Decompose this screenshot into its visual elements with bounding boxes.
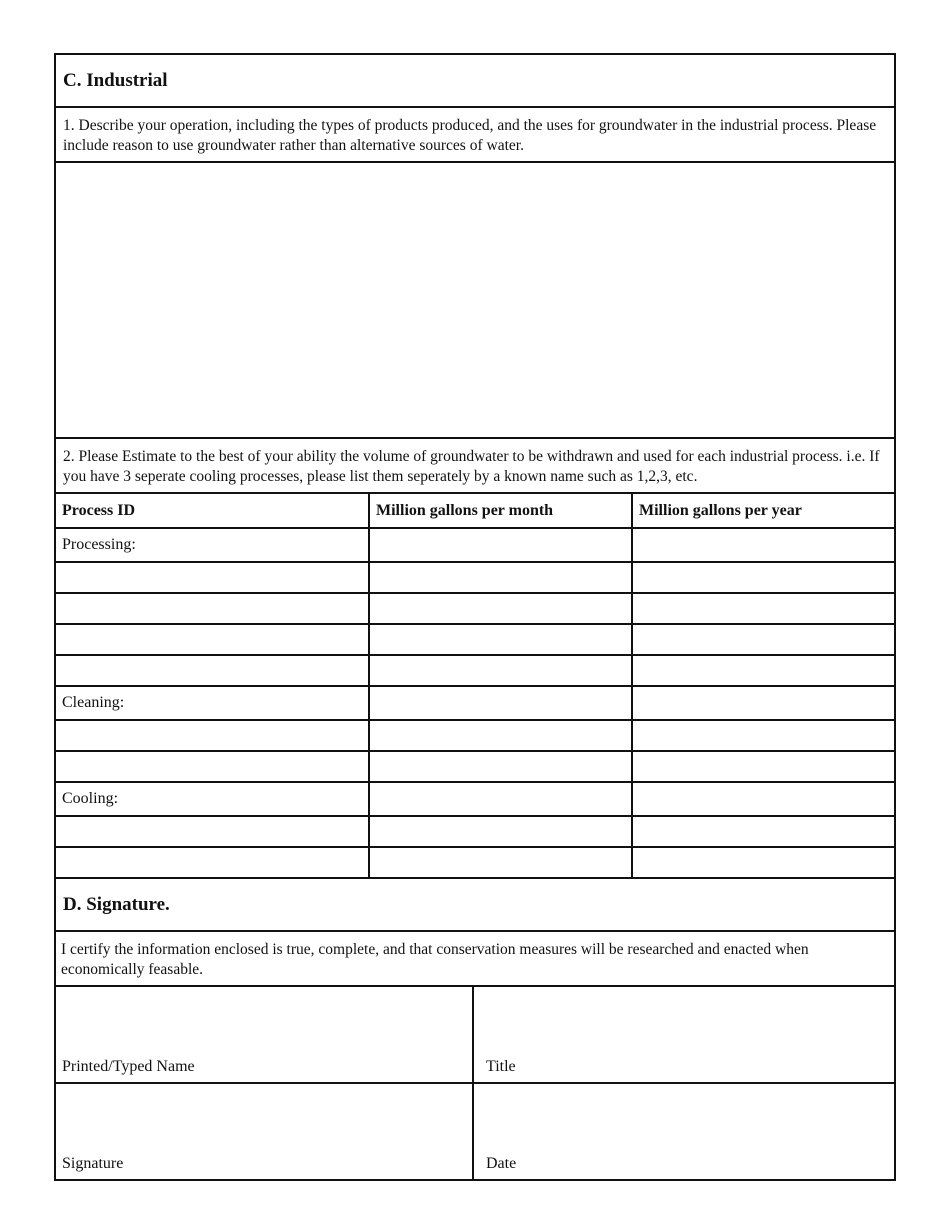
title-field[interactable] [474,987,894,1082]
gallons-month-cell[interactable] [370,529,633,561]
process-id-cell[interactable]: Processing: [56,529,370,561]
date-label: Date [486,1155,517,1172]
gallons-year-cell[interactable] [633,563,894,592]
gallons-month-cell[interactable] [370,687,633,719]
header-gallons-year: Million gallons per year [639,501,802,519]
process-id-cell[interactable] [56,563,370,592]
process-id-cell[interactable] [56,625,370,654]
gallons-year-cell[interactable] [633,721,894,750]
process-id-cell[interactable]: Cleaning: [56,687,370,719]
gallons-month-cell[interactable] [370,817,633,846]
gallons-month-cell[interactable] [370,721,633,750]
date-field[interactable] [474,1084,894,1179]
gallons-month-cell[interactable] [370,594,633,623]
table-row [54,815,896,846]
gallons-month-cell[interactable] [370,848,633,877]
gallons-month-cell[interactable] [370,625,633,654]
gallons-month-cell[interactable] [370,656,633,685]
gallons-year-cell[interactable] [633,625,894,654]
header-gallons-month: Million gallons per month [370,494,633,527]
header-process-id: Process ID [56,494,370,527]
table-row [54,846,896,877]
gallons-year-cell[interactable] [633,848,894,877]
signature-field[interactable] [56,1084,474,1179]
gallons-year-cell[interactable] [633,656,894,685]
table-row [54,623,896,654]
process-id-cell[interactable] [56,752,370,781]
name-title-row [54,985,896,1082]
table-header [54,492,896,527]
gallons-month-cell[interactable] [370,783,633,815]
gallons-month-cell[interactable] [370,563,633,592]
section-d-title-text: D. Signature. [63,893,170,915]
table-row [54,781,896,815]
printed-name-label: Printed/Typed Name [62,1058,195,1075]
process-id-cell[interactable] [56,817,370,846]
gallons-month-cell[interactable] [370,752,633,781]
signature-date-row [54,1082,896,1181]
gallons-year-cell[interactable] [633,783,894,815]
signature-label: Signature [62,1155,124,1172]
table-row [54,527,896,561]
gallons-year-cell[interactable] [633,687,894,719]
table-row [54,654,896,685]
process-id-cell[interactable] [56,848,370,877]
process-id-cell[interactable] [56,594,370,623]
table-row [54,592,896,623]
process-id-cell[interactable] [56,656,370,685]
gallons-year-cell[interactable] [633,529,894,561]
table-row [54,561,896,592]
question-2: 2. Please Estimate to the best of your ability the volume of groundwater to be withdrawn and used for each industrial process. i.e. If you have 3 seperate cooling processes, please list them seperately by a known name such as 1,2,3, etc. [54,437,896,492]
gallons-year-cell[interactable] [633,752,894,781]
section-c-title [54,53,896,106]
process-id-cell[interactable]: Cooling: [56,783,370,815]
printed-name-field[interactable] [56,987,474,1082]
gallons-year-cell[interactable] [633,817,894,846]
section-d-title [54,877,896,930]
question-1-answer-area[interactable] [54,161,896,437]
question-1: 1. Describe your operation, including the types of products produced, and the uses for groundwater in the industrial process. Please include reason to use groundwater rather than alternative sources of water. [54,106,896,161]
table-row [54,719,896,750]
title-label: Title [486,1058,516,1075]
table-row [54,750,896,781]
industrial-form [54,53,896,1181]
process-id-cell[interactable] [56,721,370,750]
certification-text: I certify the information enclosed is true, complete, and that conservation measures will be researched and enacted when economically feasable. [54,930,896,985]
table-row [54,685,896,719]
gallons-year-cell[interactable] [633,594,894,623]
section-c-title-text: C. Industrial [63,69,168,91]
